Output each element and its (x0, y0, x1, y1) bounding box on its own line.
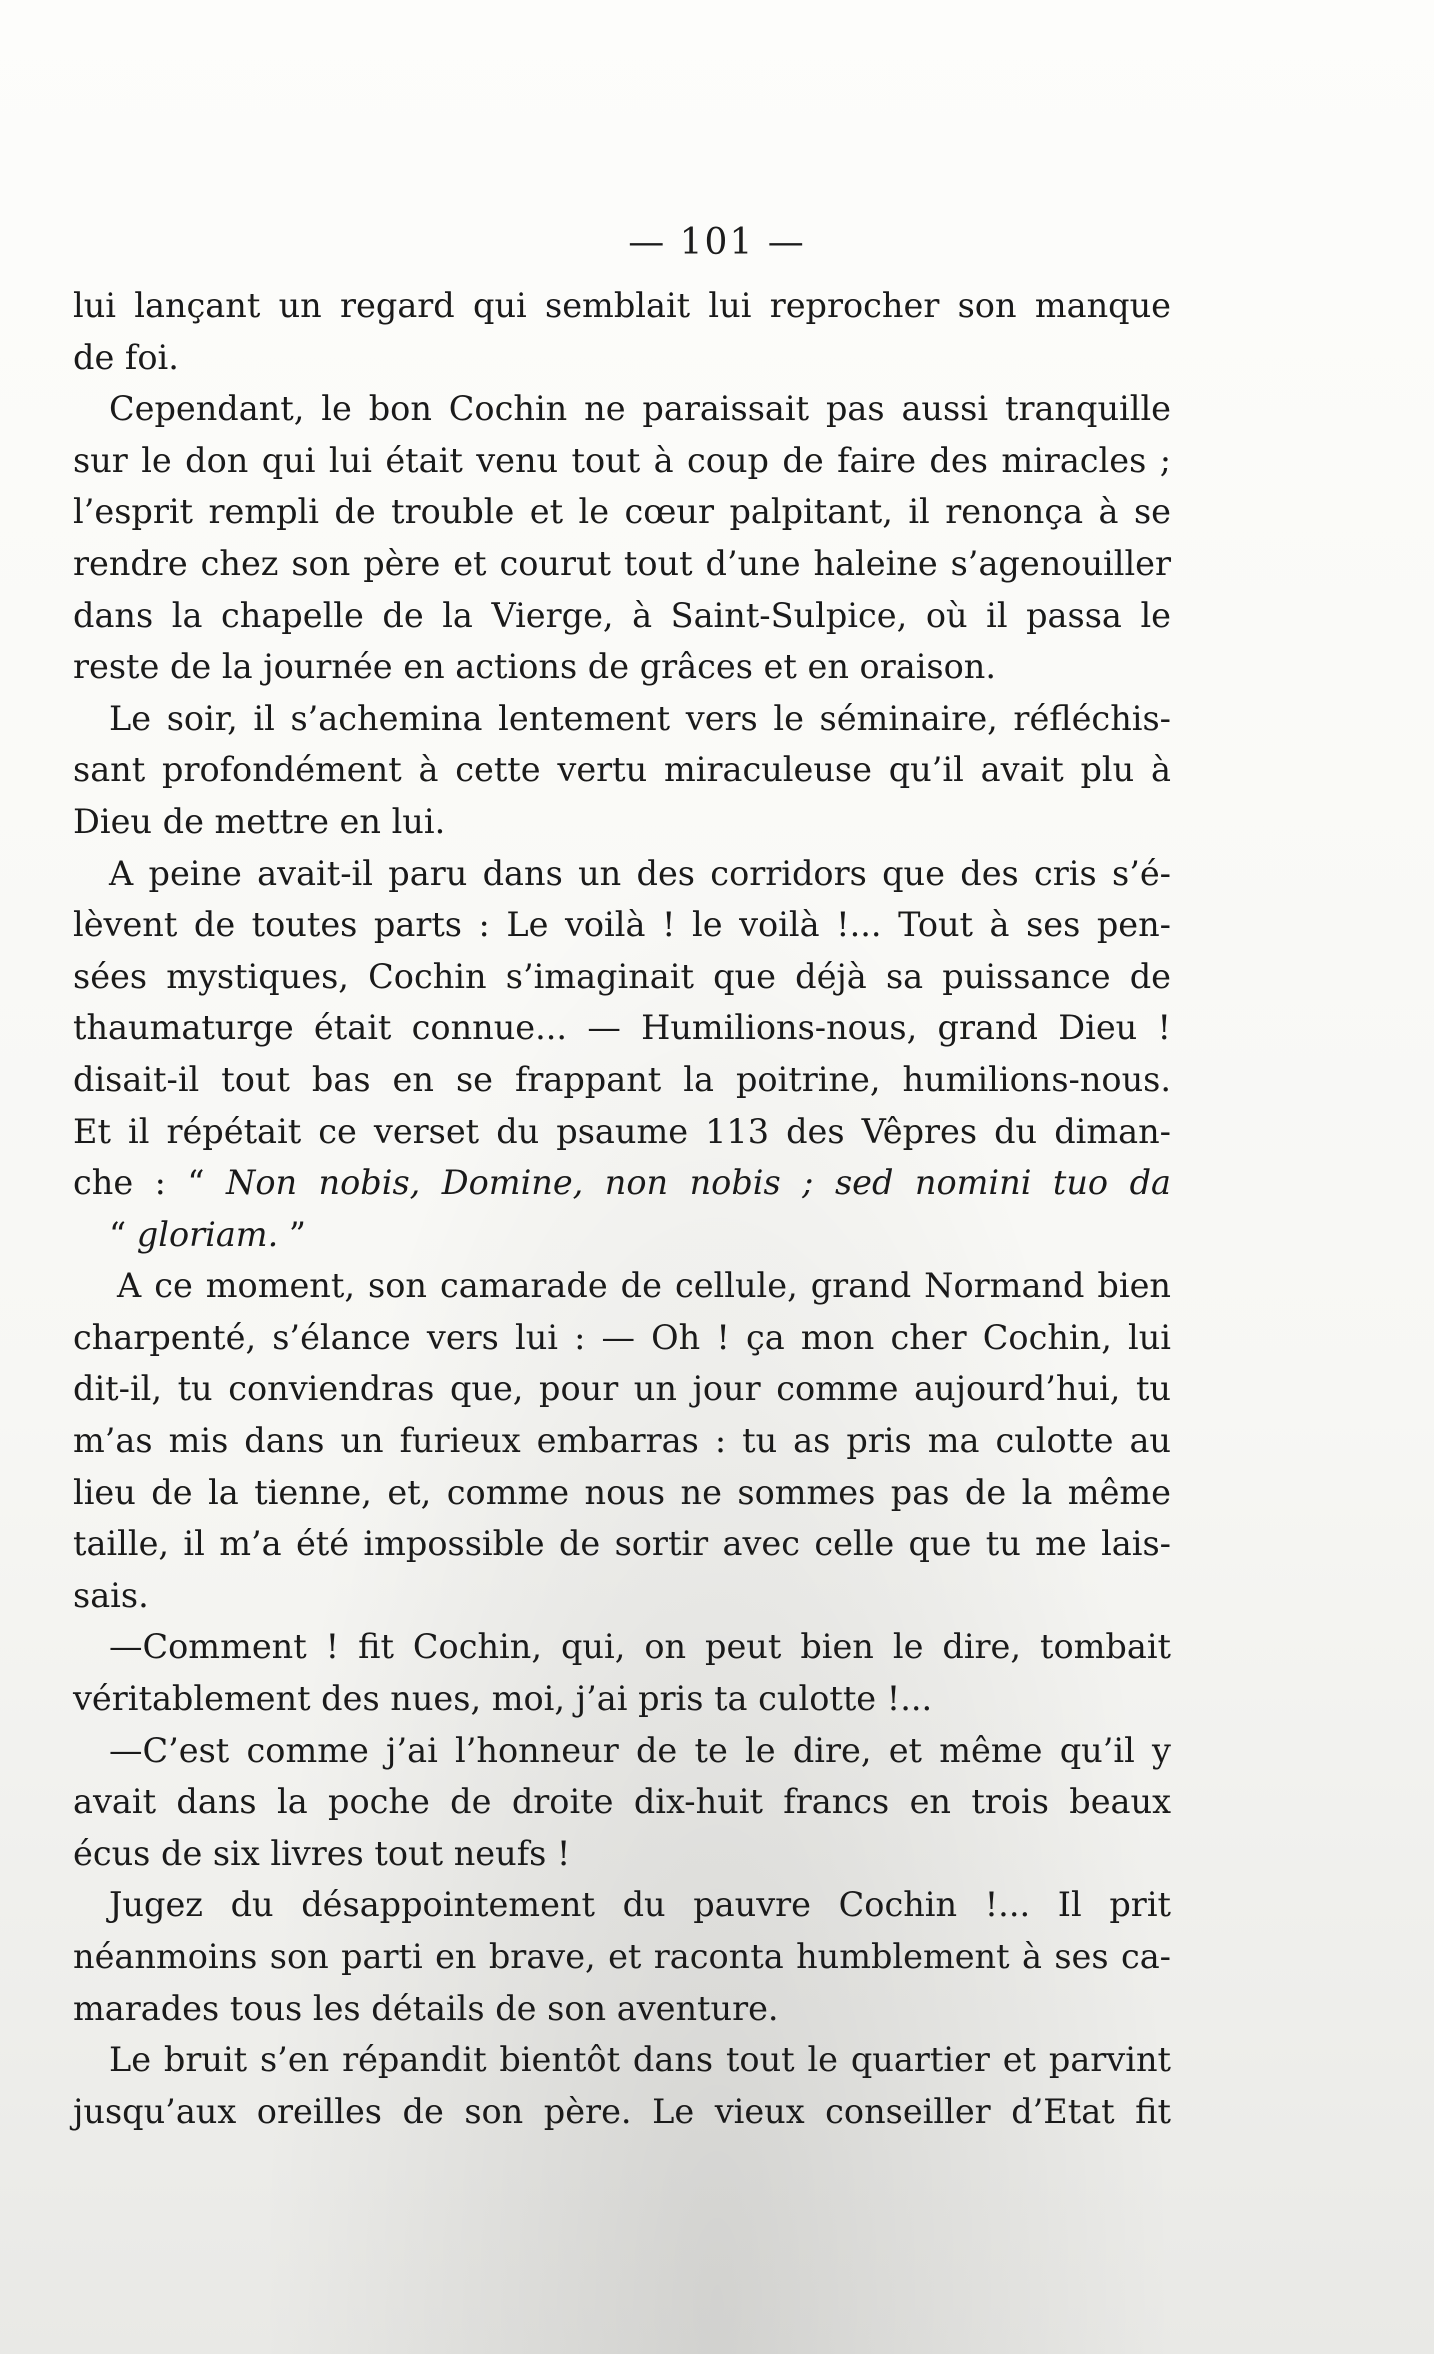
text-line: sais. (73, 1575, 149, 1615)
text-line: néanmoins son parti en brave, et raconta humblement à ses ca- (73, 1937, 1171, 1976)
text-line: Le bruit s’en répandit bientôt dans tout le quartier et parvint (109, 2040, 1171, 2080)
text-line: thaumaturge était connue... — Humilions-nous, grand Dieu ! (73, 1008, 1171, 1048)
text-line: dans la chapelle de la Vierge, à Saint-Sulpice, où il passa le (73, 595, 1171, 635)
text-line: charpenté, s’élance vers lui : — Oh ! ça mon cher Cochin, lui (73, 1317, 1171, 1357)
text-line: écus de six livres tout neufs ! (73, 1833, 571, 1873)
text-line: de foi. (73, 337, 179, 377)
text-line: —Comment ! fit Cochin, qui, on peut bien le dire, tombait (109, 1627, 1171, 1667)
text-line: disait-il tout bas en se frappant la poitrine, humilions-nous. (73, 1059, 1171, 1099)
text-line: dit-il, tu conviendras que, pour un jour comme aujourd’hui, tu (73, 1369, 1171, 1409)
text-line: Et il répétait ce verset du psaume 113 des Vêpres du diman- (73, 1111, 1171, 1151)
text-line: sées mystiques, Cochin s’imaginait que déjà sa puissance de (73, 956, 1171, 996)
text-line: che : “ Non nobis, Domine, non nobis ; sed nomini tuo da (73, 1163, 1171, 1203)
text-line: reste de la journée en actions de grâces et en oraison. (73, 647, 997, 687)
text-line: Le soir, il s’achemina lentement vers le séminaire, réfléchis- (109, 698, 1171, 738)
page-number: — 101 — (628, 222, 806, 263)
text-line: sur le don qui lui était venu tout à coup de faire des miracles ; (73, 440, 1171, 480)
text-line: lèvent de toutes parts : Le voilà ! le voilà !... Tout à ses pen- (73, 905, 1171, 945)
text-line: l’esprit rempli de trouble et le cœur palpitant, il renonça à se (73, 492, 1171, 532)
text-line: m’as mis dans un furieux embarras : tu as pris ma culotte au (73, 1421, 1171, 1461)
text-line: “ gloriam. ” (109, 1214, 307, 1254)
text-line: —C’est comme j’ai l’honneur de te le dire, et même qu’il y (109, 1730, 1171, 1770)
text-line: avait dans la poche de droite dix-huit francs en trois beaux (73, 1782, 1171, 1822)
text-line: Jugez du désappointement du pauvre Cochin !... Il prit (109, 1885, 1171, 1925)
text-line: marades tous les détails de son aventure. (73, 1988, 779, 2028)
body-text (73, 280, 1171, 2137)
text-line: lieu de la tienne, et, comme nous ne sommes pas de la même (73, 1472, 1171, 1512)
text-line: taille, il m’a été impossible de sortir avec celle que tu me lais- (73, 1524, 1171, 1564)
text-line: sant profondément à cette vertu miraculeuse qu’il avait plu à (73, 750, 1171, 790)
text-line: véritablement des nues, moi, j’ai pris ta culotte !... (73, 1679, 933, 1719)
text-line: A ce moment, son camarade de cellule, grand Normand bien (117, 1266, 1171, 1306)
text-line: rendre chez son père et courut tout d’une haleine s’agenouiller (73, 543, 1171, 583)
text-line: jusqu’aux oreilles de son père. Le vieux conseiller d’Etat fit (73, 2091, 1171, 2131)
text-line: lui lançant un regard qui semblait lui reprocher son manque (73, 286, 1171, 325)
text-line: Dieu de mettre en lui. (73, 801, 446, 841)
text-line: A peine avait-il paru dans un des corridors que des cris s’é- (109, 853, 1171, 893)
text-line: Cependant, le bon Cochin ne paraissait pas aussi tranquille (109, 389, 1171, 429)
